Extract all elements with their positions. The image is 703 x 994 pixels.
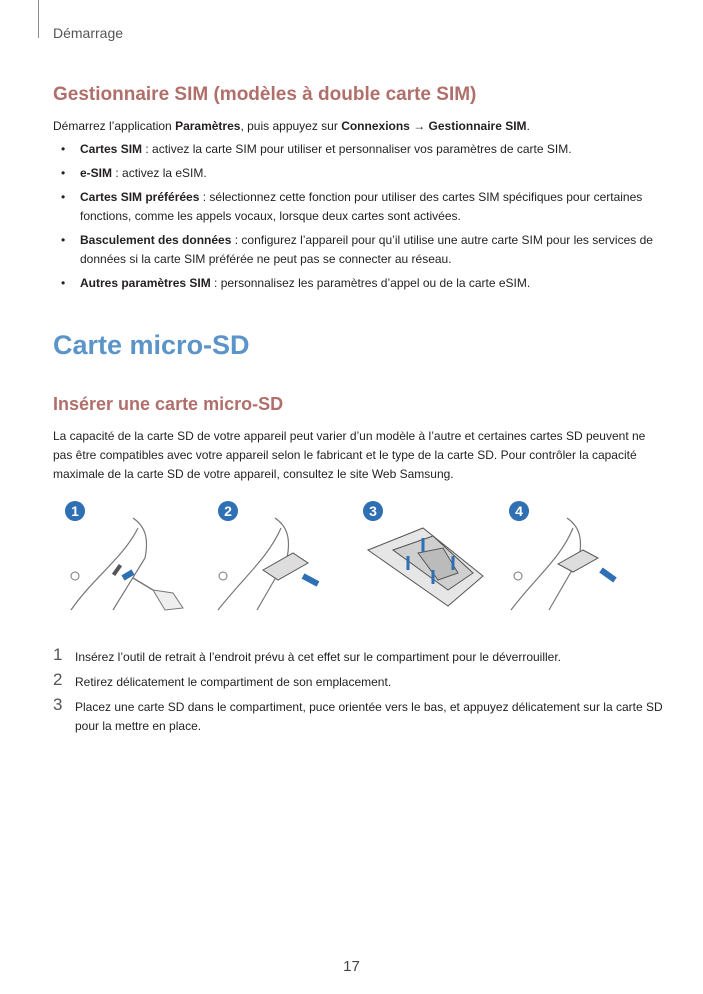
- bullet-mark: •: [61, 190, 66, 204]
- step-number: 1: [53, 645, 63, 664]
- list-item-term: Basculement des données: [80, 233, 232, 247]
- sim-options-list: [53, 140, 653, 298]
- sd-insertion-illustration: [53, 498, 653, 628]
- micro-sd-chapter-title: Carte micro-SD: [53, 330, 250, 360]
- step-text: Retirez délicatement le compartiment de son emplacement.: [75, 675, 392, 689]
- bullet-mark: •: [61, 276, 66, 290]
- page-number: 17: [343, 958, 360, 975]
- insert-card-heading: Insérer une carte micro-SD: [53, 394, 284, 414]
- list-item-text: : configurez l’appareil pour qu’il utilise une autre carte SIM pour les services de données si la carte SIM préférée ne peut pas se connecter au réseau.: [80, 233, 653, 266]
- list-item-text: : sélectionnez cette fonction pour utiliser des cartes SIM spécifiques pour certaines fonctions, comme les appels vocaux, lorsque deux cartes sont activées.: [80, 190, 643, 223]
- sim-manager-heading: Gestionnaire SIM (modèles à double carte SIM): [53, 84, 477, 105]
- list-item: [53, 188, 653, 226]
- panel-4-insert-tray: [509, 501, 615, 610]
- step-badge-2: 2: [224, 503, 232, 519]
- panel-1-eject-tool: [65, 501, 183, 610]
- intro-text-1: Démarrez l’application: [53, 119, 176, 133]
- panel-3-place-card: [363, 501, 483, 606]
- list-item: [53, 695, 663, 736]
- list-item-term: Autres paramètres SIM: [80, 276, 211, 290]
- margin-rule: [38, 0, 39, 38]
- step-badge-1: 1: [71, 503, 79, 519]
- intro-bold-connexions: Connexions: [341, 119, 410, 133]
- step-text: Insérez l’outil de retrait à l’endroit prévu à cet effet sur le compartiment pour le déverrouiller.: [75, 650, 562, 664]
- insertion-steps: [53, 645, 663, 742]
- step-number: 2: [53, 670, 63, 689]
- step-text: Placez une carte SD dans le compartiment, puce orientée vers le bas, et appuyez délicatement sur la carte SD pour la mettre en place.: [75, 700, 663, 733]
- intro-arrow: →: [409, 119, 429, 133]
- list-item: [53, 670, 663, 692]
- list-item: [53, 164, 653, 183]
- bullet-mark: •: [61, 233, 66, 247]
- list-item: [53, 140, 653, 159]
- bullet-mark: •: [61, 166, 66, 180]
- running-header: Démarrage: [53, 25, 124, 41]
- list-item-term: Cartes SIM: [80, 142, 143, 156]
- list-item: [53, 274, 653, 293]
- panel-2-remove-tray: [218, 501, 318, 610]
- list-item-text: : activez la eSIM.: [112, 166, 207, 180]
- step-badge-3: 3: [369, 503, 377, 519]
- list-item: [53, 231, 653, 269]
- sim-manager-intro: [53, 117, 653, 136]
- bullet-mark: •: [61, 142, 66, 156]
- intro-text-3: .: [526, 119, 530, 133]
- intro-bold-parametres: Paramètres: [175, 119, 241, 133]
- capacity-paragraph: La capacité de la carte SD de votre appareil peut varier d’un modèle à l’autre et certaines cartes SD peuvent ne pas être compatibles avec votre appareil selon le fabricant et le type de la carte SD. Pour contrôler la capacité maximale de la carte SD de votre appareil, consultez le site Web Samsung.: [53, 429, 646, 481]
- intro-text-2: , puis appuyez sur: [240, 119, 342, 133]
- list-item-text: : personnalisez les paramètres d’appel ou de la carte eSIM.: [210, 276, 531, 290]
- list-item-term: Cartes SIM préférées: [80, 190, 200, 204]
- list-item-term: e-SIM: [80, 166, 113, 180]
- list-item: [53, 645, 663, 667]
- step-number: 3: [53, 695, 63, 714]
- step-badge-4: 4: [515, 503, 523, 519]
- list-item-text: : activez la carte SIM pour utiliser et personnaliser vos paramètres de carte SIM.: [142, 142, 572, 156]
- intro-bold-gestionnaire: Gestionnaire SIM: [428, 119, 527, 133]
